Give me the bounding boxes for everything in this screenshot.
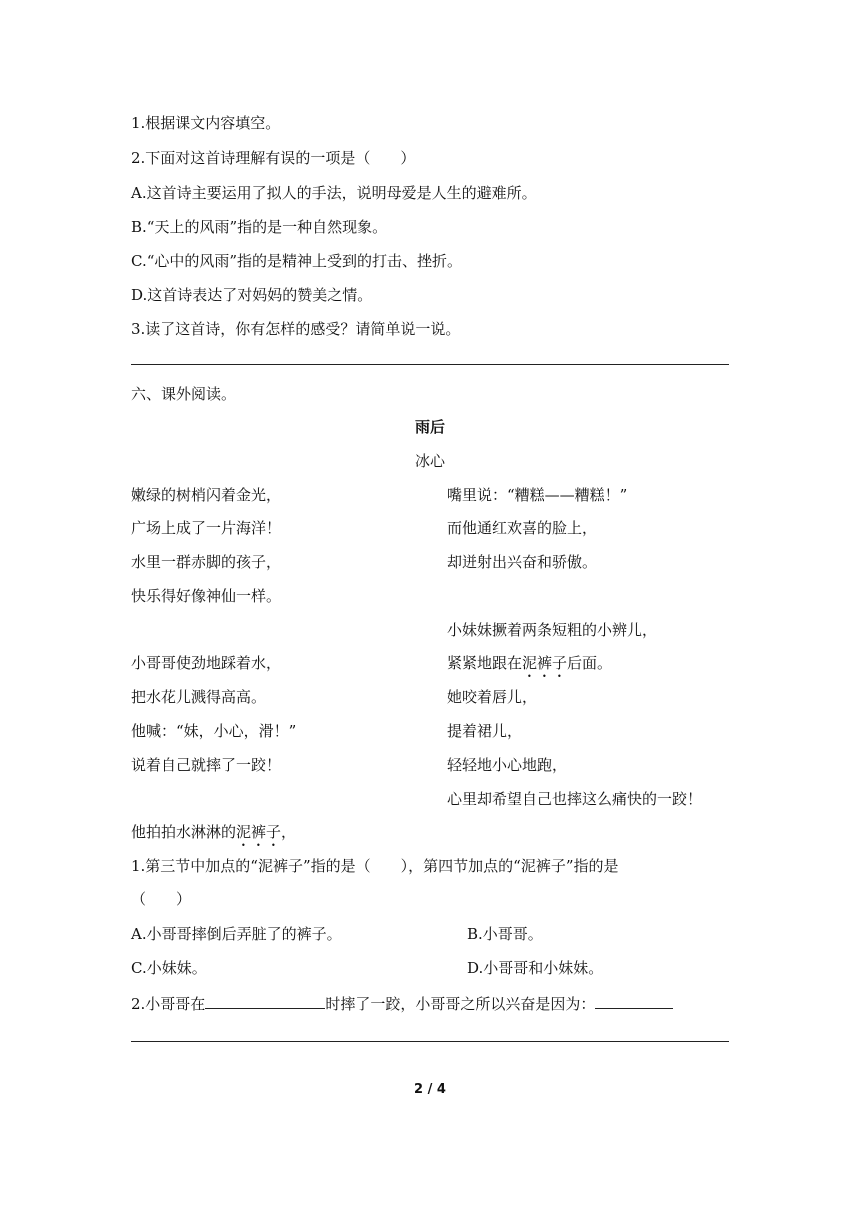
poem-text: 后面。: [567, 654, 613, 672]
poem-line: 小哥哥使劲地踩着水，: [131, 654, 282, 672]
poem-text: ，: [281, 823, 297, 841]
poem-line: 她咬着唇儿，: [447, 688, 538, 706]
poem-line: [131, 822, 296, 850]
question-2-option-c: C.“心中的风雨”指的是精神上受到的打击、挫折。: [131, 252, 463, 270]
poem-line: 提着裙儿，: [447, 722, 523, 740]
question-text: 2.小哥哥在: [131, 995, 206, 1013]
reading-question-1: 1.第三节中加点的“泥裤子”指的是（ ），第四节加点的“泥裤子”指的是: [131, 857, 619, 875]
section-heading: 六、课外阅读。: [131, 385, 237, 403]
poem-title: 雨后: [414, 418, 446, 436]
poem-line: 把水花儿溅得高高。: [131, 688, 267, 706]
question-2-option-b: B.“天上的风雨”指的是一种自然现象。: [131, 218, 388, 236]
dotted-word: 泥裤子: [522, 654, 568, 672]
poem-line: 心里却希望自己也摔这么痛快的一跤！: [447, 790, 703, 808]
page-number: 2 / 4: [414, 1082, 446, 1097]
poem-line: [447, 653, 612, 681]
poem-line: 他喊：“妹，小心，滑！”: [131, 722, 297, 740]
question-2-option-d: D.这首诗表达了对妈妈的赞美之情。: [131, 286, 373, 304]
poem-text: 他拍拍水淋淋的: [131, 823, 237, 841]
reading-question-2: [131, 992, 673, 1014]
option-a: A.小哥哥摔倒后弄脏了的裤子。: [131, 925, 342, 943]
blank-line[interactable]: [205, 992, 325, 1009]
option-d: D.小哥哥和小妹妹。: [467, 959, 604, 977]
poem-line: 说着自己就摔了一跤！: [131, 756, 282, 774]
poem-text: 紧紧地跟在: [447, 654, 523, 672]
question-3: 3.读了这首诗，你有怎样的感受？请简单说一说。: [131, 320, 461, 338]
poem-line: 轻轻地小心地跑，: [447, 756, 568, 774]
poem-author: 冰心: [414, 452, 446, 470]
poem-line: 水里一群赤脚的孩子，: [131, 553, 282, 571]
reading-question-1-cont: （ ）: [131, 890, 192, 908]
option-c: C.小妹妹。: [131, 959, 207, 977]
poem-line: 嘴里说：“糟糕——糟糕！”: [447, 486, 628, 504]
poem-line: 小妹妹撅着两条短粗的小辨儿，: [447, 621, 658, 639]
poem-line: 快乐得好像神仙一样。: [131, 587, 282, 605]
question-text: 时摔了一跤，小哥哥之所以兴奋是因为：: [325, 995, 596, 1013]
question-2: 2.下面对这首诗理解有误的一项是（ ）: [131, 149, 416, 167]
poem-line: 广场上成了一片海洋！: [131, 519, 282, 537]
question-1: 1.根据课文内容填空。: [131, 114, 281, 132]
poem-line: 而他通红欢喜的脸上，: [447, 519, 598, 537]
option-b: B.小哥哥。: [467, 925, 543, 943]
blank-line[interactable]: [595, 992, 673, 1009]
dotted-word: 泥裤子: [236, 823, 282, 841]
answer-line[interactable]: [131, 1041, 729, 1042]
poem-line: 却迸射出兴奋和骄傲。: [447, 553, 598, 571]
answer-line[interactable]: [131, 364, 729, 365]
poem-line: 嫩绿的树梢闪着金光，: [131, 486, 282, 504]
question-2-option-a: A.这首诗主要运用了拟人的手法，说明母爱是人生的避难所。: [131, 184, 537, 202]
